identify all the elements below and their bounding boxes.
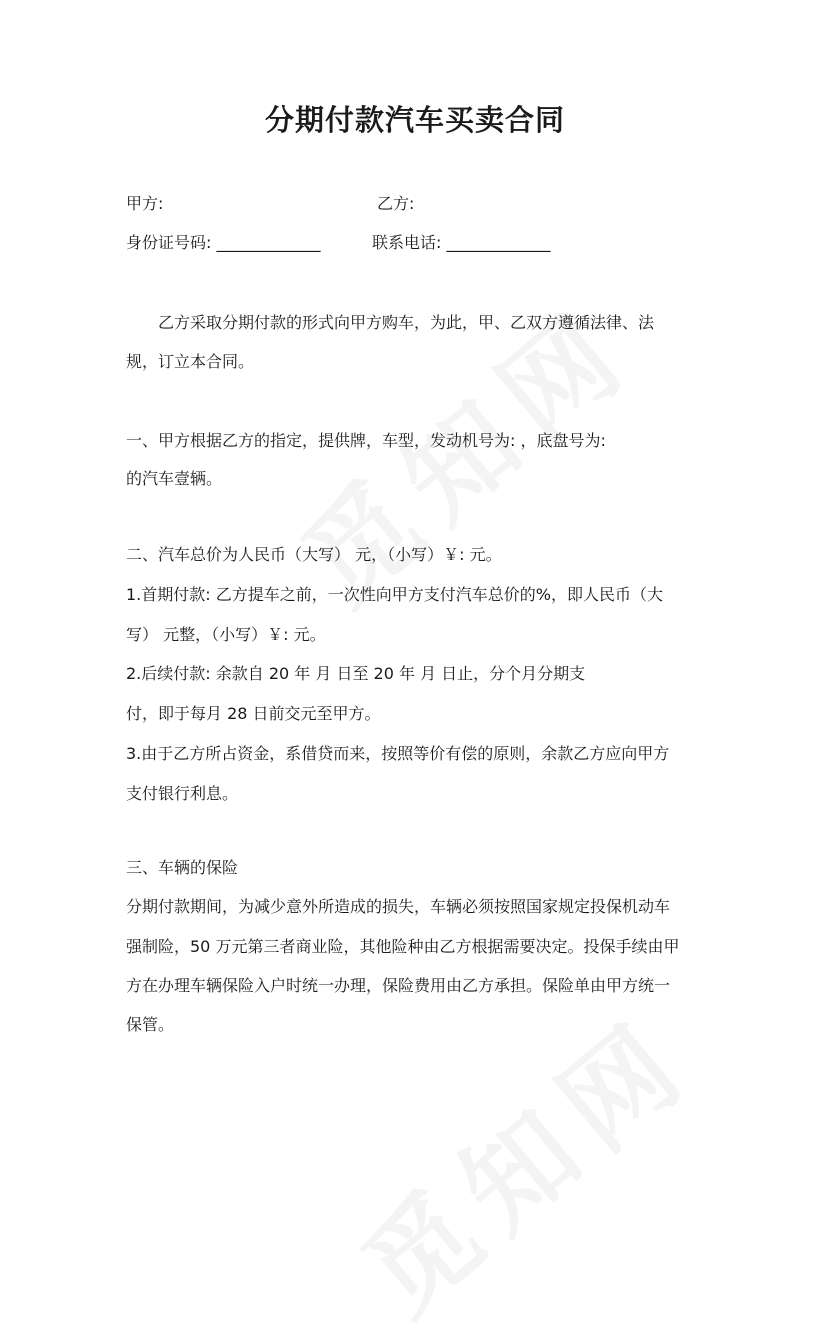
section2-line: 3.由于乙方所占资金，系借贷而来，按照等价有偿的原则，余款乙方应向甲方 [126,744,670,763]
section3-heading: 三、车辆的保险 [126,858,239,877]
intro-paragraph-line: 乙方采取分期付款的形式向甲方购车，为此，甲、乙双方遵循法律、法 [158,313,655,332]
section3-line: 保管。 [126,1015,175,1034]
section3-line: 分期付款期间，为减少意外所造成的损失，车辆必须按照国家规定投保机动车 [126,897,671,916]
section3-line: 方在办理车辆保险入户时统一办理，保险费用由乙方承担。保险单由甲方统一 [126,976,671,995]
section2-line: 写） 元整，（小写）￥: 元。 [126,625,326,644]
section2-line: 支付银行利息。 [126,784,239,803]
phone-field: 联系电话: _____________ [372,233,551,252]
section2-line: 1.首期付款: 乙方提车之前，一次性向甲方支付汽车总价的%，即人民币（大 [126,585,663,604]
section3-line: 强制险，50 万元第三者商业险，其他险种由乙方根据需要决定。投保手续由甲 [126,937,680,956]
section2-line: 付，即于每月 28 日前交元至甲方。 [126,704,381,723]
party-b-label: 乙方: [377,194,415,213]
section1-line: 一、甲方根据乙方的指定，提供牌，车型，发动机号为: ，底盘号为: [126,431,606,450]
document-title: 分期付款汽车买卖合同 [264,103,565,137]
watermark [324,975,720,1343]
section1-line: 的汽车壹辆。 [126,469,223,488]
intro-paragraph-line: 规，订立本合同。 [126,352,255,371]
id-number-field: 身份证号码: _____________ [126,233,321,252]
section2-line: 2.后续付款: 余款自 20 年 月 日至 20 年 月 日止，分个月分期支 [126,664,586,683]
section2-line: 二、汽车总价为人民币（大写） 元，（小写）￥: 元。 [126,545,502,564]
party-a-label: 甲方: [126,194,164,213]
